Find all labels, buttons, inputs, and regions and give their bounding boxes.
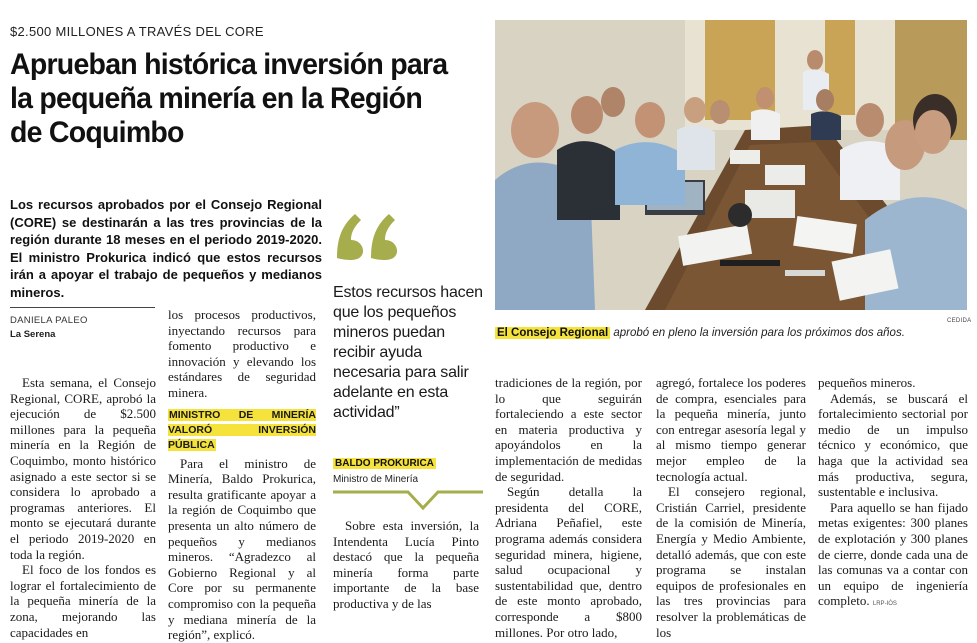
lead-paragraph: Los recursos aprobados por el Consejo Regional (CORE) se destinarán a las tres provincias de la región durante 18 meses en el periodo 2019-2020. El ministro Prokurica indicó que estos recursos irán a apoyar el trabajo de pequeños y medianos mineros. — [10, 197, 322, 300]
body-paragraph: El foco de los fondos es lograr el fortalecimiento de la pequeña minería de la zona, mejorando las capacidades en — [10, 562, 156, 640]
pull-quote-text: Estos recursos hacen que los pequeños mineros puedan recibir ayuda necesaria para salir adelante en esta actividad” — [333, 284, 483, 421]
body-paragraph: Según detalla la presidenta del CORE, Adriana Peñafiel, este programa además considera seguridad minera, higiene, salud ocupacional y sustentabilidad que, dentro de este monto aprobado, corresponde a $800 millones. Por otro lado, — [495, 484, 642, 640]
quote-divider — [333, 490, 483, 512]
meeting-photo — [495, 20, 967, 310]
caption-highlight: El Consejo Regional — [497, 327, 609, 339]
pull-quote-role: Ministro de Minería — [333, 474, 419, 485]
body-column-4 — [656, 375, 806, 640]
body-paragraph: agregó, fortalece los poderes de compra, esenciales para la pequeña minería, junto con entregar asesoría legal y al mismo tiempo generar mejor empleo de la tecnología actual. — [656, 375, 806, 484]
body-paragraph: pequeños mineros. — [818, 375, 916, 390]
subhead: MINISTRO DE MINERÍA VALORÓ INVERSIÓN PÚBLICA — [168, 408, 316, 451]
author-name: DANIELA PALEO — [10, 315, 88, 326]
body-paragraph: Esta semana, el Consejo Regional, CORE, aprobó la ejecución de $2.500 millones para la pequeña minería en la Región de Coquimbo, monto histórico asignado a este sector si se considera lo aprobado a programas anteriores. El monto se ejecutará durante el periodo 2019-2020 en toda la región. — [10, 375, 156, 562]
body-paragraph — [818, 500, 968, 613]
photo-caption — [495, 327, 967, 339]
body-paragraph: El consejero regional, Cristián Carriel, presidente de la comisión de Minería, Energía y Medio Ambiente, detalló además, que con este programa se instalan equipos de profesionales en las tres provincias para resolver la problemáticas de los — [656, 484, 806, 640]
body-paragraph: los procesos productivos, inyectando recursos para fomento productivo e innovación y elevando los estándares de seguridad minera. — [168, 307, 316, 400]
body-column-5 — [818, 375, 968, 613]
body-column-3 — [495, 375, 642, 640]
photo-credit: CEDIDA — [947, 318, 972, 324]
caption-text: aprobó en pleno la inversión para los próximos dos años. — [610, 327, 905, 339]
end-tag: LRP-IÓS — [872, 601, 897, 608]
author-city: La Serena — [10, 329, 56, 340]
body-paragraph-text: Para aquello se han fijado metas exigentes: 300 planes de explotación y 300 planes de cierre, donde cada una de las comunas va a contar con un equipo de ingeniería completo. — [818, 499, 968, 609]
meeting-photo-illustration — [495, 20, 967, 310]
byline-divider — [10, 307, 155, 308]
body-column-2 — [168, 307, 316, 643]
pull-quote-author: BALDO PROKURICA — [335, 458, 434, 469]
body-column-1 — [10, 375, 156, 640]
body-column-quote — [333, 518, 479, 612]
body-paragraph: Sobre esta inversión, la Intendenta Lucía Pinto destacó que la pequeña minería forma parte importante de la base productiva y de las — [333, 518, 479, 611]
body-paragraph: Para el ministro de Minería, Baldo Prokurica, resulta gratificante apoyar a la región de Coquimbo que presenta un alto número de pequeños y medianos mineros. “Agradezco al Gobierno Regional y al Core por su permanente compromiso con la pequeña y mediana minería de la región”, explicó. — [168, 455, 316, 643]
subhead-wrap — [168, 407, 316, 452]
kicker: $2.500 MILLONES A TRAVÉS DEL CORE — [10, 24, 264, 39]
body-paragraph: tradiciones de la región, por lo que seguirán fortaleciendo a este sector en materia productiva y apoyándolos en la implementación de medidas de seguridad. — [495, 375, 642, 484]
headline: Aprueban histórica inversión para la pequeña minería en la Región de Coquimbo — [10, 48, 448, 149]
quote-mark-icon — [333, 200, 403, 260]
body-paragraph: Además, se buscará el fortalecimiento sectorial por medio de un impulso técnico y económico, que haga que la actividad sea más productiva, segura, sustentable e inclusiva. — [818, 390, 968, 500]
